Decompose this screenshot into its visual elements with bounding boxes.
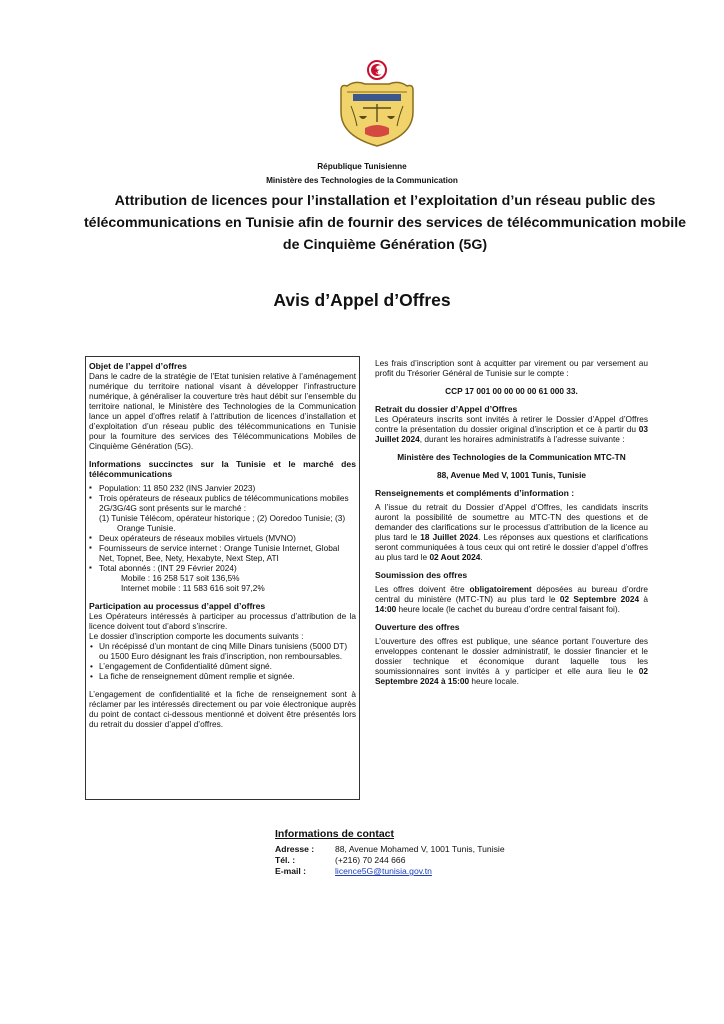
list-item: • La fiche de renseignement dûment remplie et signée. — [99, 671, 356, 681]
participation-heading: Participation au processus d’appel d’offres — [89, 601, 266, 611]
contact-address-row — [275, 844, 505, 855]
list-item — [99, 493, 356, 533]
soumission-text: Les offres doivent être obligatoirement déposées au bureau d’ordre central du ministère (MTC-TN) au plus tard le 02 Septembre 2024 à 14:00 heure locale (le cachet du bureau d’ordre central faisant foi). — [375, 584, 649, 614]
document-subtitle: Avis d’Appel d’Offres — [273, 290, 451, 310]
tunisia-coat-of-arms-emblem — [335, 56, 419, 148]
contact-tel-row — [275, 855, 505, 866]
ouverture-date: 02 Septembre 2024 à 15:00 — [375, 666, 648, 686]
list-item: ▪ Deux opérateurs de réseaux mobiles virtuels (MVNO) — [99, 533, 356, 543]
operators-list: (1) Tunisie Télécom, opérateur historique ; (2) Ooredoo Tunisie; (3) Orange Tunisie. — [99, 513, 346, 533]
objet-text: Dans le cadre de la stratégie de l’Etat tunisien relative à l’aménagement numérique du territoire national visant à développer l’infrastructure numérique, à généraliser la couverture très haut débit sur l’ensemble du territoire national, le Ministère des Technologies de la Communication lance un appel d’offres relatif à l’attribution de licences d’installation et d’exploitation d’un réseau public des télécommunications en Tunisie pour la fourniture des services des Télécommunications Mobiles de Cinquième Génération (5G). — [89, 371, 356, 451]
ministry-name: Ministère des Technologies de la Communication — [266, 176, 458, 185]
list-item: ▪ Fournisseurs de service internet : Orange Tunisie Internet, Global Net, Topnet, Bee, Nety, Hexabyte, Next Step, ATI — [99, 543, 356, 563]
address-line-2: 88, Avenue Med V, 1001 Tunis, Tunisie — [436, 470, 587, 480]
operators-text: Trois opérateurs de réseaux publics de télécommunications mobiles 2G/3G/4G sont présents sur le marché : — [99, 493, 349, 513]
retrait-heading: Retrait du dossier d’Appel d’Offres — [375, 404, 518, 414]
right-column — [371, 356, 650, 800]
closing-text: L’engagement de confidentialité et la fiche de renseignement sont à réclamer par les intéressés directement ou par voie électronique auprès du point de contact ci-dessous mentionné et doivent être présentés lors du retrait du dossier d’appel d’offres. — [89, 689, 356, 729]
soumission-date: 02 Septembre 2024 — [559, 594, 640, 604]
dossier-text: Le dossier d’inscription comporte les documents suivants : — [89, 631, 304, 641]
list-item: • Un récépissé d’un montant de cinq Mille Dinars tunisiens (5000 DT) ou 1500 Euro désignant les frais d’inscription, non remboursables. — [99, 641, 356, 661]
mobile-stat: Mobile : 16 258 517 soit 136,5% — [121, 573, 240, 583]
ouverture-text: L’ouverture des offres est publique, une séance portant l’ouverture des enveloppes contenant le dossier administratif, le dossier financier et le dossier technique et économique durant laquelle tous les soumissionnaires sont invités à y participer et elle aura lieu le 02 Septembre 2024 à 15:00 heure locale. — [375, 636, 648, 686]
info-list — [89, 483, 356, 593]
renseignements-heading: Renseignements et compléments d’information : — [375, 488, 575, 498]
contact-heading: Informations de contact — [275, 828, 395, 840]
info-heading: Informations succinctes sur la Tunisie et le marché des télécommunications — [89, 459, 356, 479]
document-title: Attribution de licences pour l’installation et l’exploitation d’un réseau public des télécommunications en Tunisie afin de fournir des services de télécommunication mobile de Cinquième Génération (5G) — [83, 193, 687, 253]
ouverture-heading: Ouverture des offres — [375, 622, 460, 632]
contact-email-row — [275, 866, 505, 877]
ccp-account: CCP 17 001 00 00 00 00 61 000 33. — [445, 386, 578, 396]
list-item: ▪ Population: 11 850 232 (INS Janvier 2023) — [99, 483, 356, 493]
list-item: • L’engagement de Confidentialité dûment signé. — [99, 661, 356, 671]
email-link[interactable]: licence5G@tunisia.gov.tn — [335, 866, 432, 876]
address-value: 88, Avenue Mohamed V, 1001 Tunis, Tunisie — [335, 844, 505, 854]
country-name: République Tunisienne — [317, 162, 407, 171]
retrait-text: Les Opérateurs inscrits sont invités à retirer le Dossier d’Appel d’Offres contre la présentation du dossier original d’inscription et ce à partir du 03 Juillet 2024, durant les horaires administratifs à l’adresse suivante : — [375, 414, 648, 444]
retrait-date: 03 Juillet 2024 — [375, 424, 648, 444]
participation-text: Les Opérateurs intéressés à participer au processus d’attribution de la licence doivent tout d’abord s’inscrire. — [89, 611, 356, 631]
tel-value: (+216) 70 244 666 — [335, 855, 406, 865]
address-line-1: Ministère des Technologies de la Communication MTC-TN — [397, 452, 626, 462]
email-label: E-mail : — [275, 866, 307, 876]
internet-stat: Internet mobile : 11 583 616 soit 97,2% — [121, 583, 265, 593]
rens-date-2: 02 Aout 2024 — [429, 552, 481, 562]
content-columns — [85, 356, 650, 800]
rens-date-1: 18 Juillet 2024 — [420, 532, 479, 542]
dossier-list — [89, 641, 356, 681]
renseignements-text: A l’issue du retrait du Dossier d’Appel d’Offres, les candidats inscrits auront la possibilité de soumettre au MTC-TN des questions et de demander des clarifications sur le processus d’attribution de la licence au plus tard le 18 Juillet 2024. Les réponses aux questions et clarifications seront communiquées à tous ceux qui ont retiré le dossier d’appel d’offres au plus tard le 02 Aout 2024. — [375, 502, 648, 562]
soumission-heading: Soumission des offres — [375, 570, 468, 580]
tel-label: Tél. : — [275, 855, 296, 865]
objet-heading: Objet de l’appel d’offres — [89, 361, 187, 371]
address-label: Adresse : — [275, 844, 315, 854]
left-column — [85, 356, 360, 800]
contact-block — [275, 828, 505, 877]
frais-text: Les frais d’inscription sont à acquitter par virement ou par versement au profit du Trésorier Général de Tunisie sur le compte : — [375, 358, 648, 378]
list-item — [99, 563, 356, 593]
total-text: Total abonnés : (INT 29 Février 2024) — [99, 563, 237, 573]
